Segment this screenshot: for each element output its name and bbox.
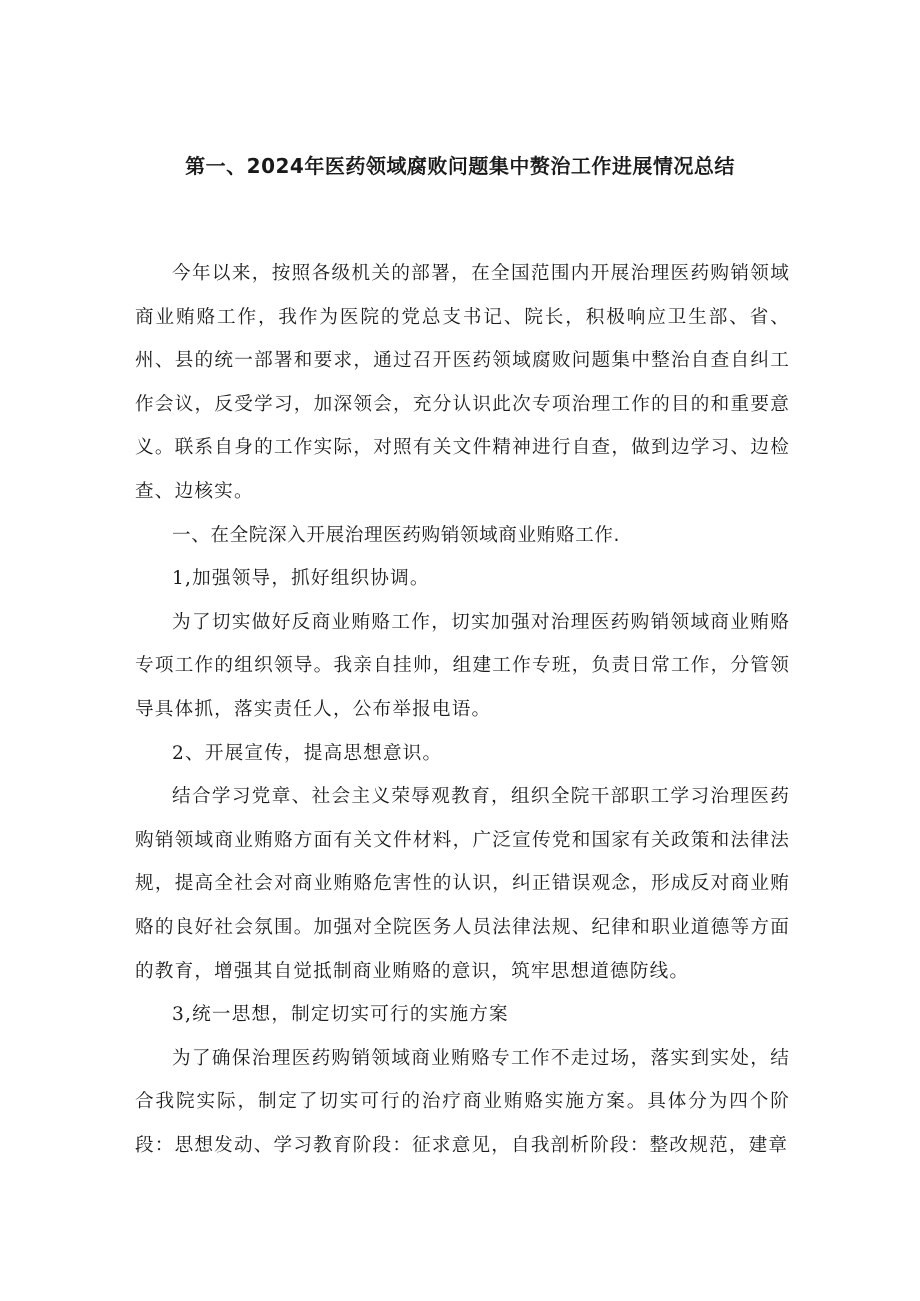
item-2-paragraph: 结合学习党章、社会主义荣辱观教育，组织全院干部职工学习治理医药购销领域商业贿赂方面有关文件材料，广泛宣传党和国家有关政策和法律法规，提高全社会对商业贿赂危害性的认识，纠正错误观念，形成反对商业贿赂的良好社会氛围。加强对全院医务人员法律法规、纪律和职业道德等方面的教育，增强其自觉抵制商业贿赂的意识，筑牢思想道德防线。 [135, 786, 790, 982]
section-1-heading: 一、在全院深入开展治理医药购销领域商业贿赂工作. [172, 524, 620, 546]
item-3-heading: 3,统一思想，制定切实可行的实施方案 [172, 1004, 509, 1026]
item-1-heading: 1,加强领导，抓好组织协调。 [172, 568, 430, 590]
item-3-paragraph: 为了确保治理医药购销领域商业贿赂专工作不走过场，落实到实处，结合我院实际，制定了切实可行的治疗商业贿赂实施方案。具体分为四个阶段：思想发动、学习教育阶段：征求意见，自我剖析阶段：整改规范，建章 [135, 1047, 790, 1156]
document-body [135, 252, 790, 1167]
item-1-paragraph: 为了切实做好反商业贿赂工作，切实加强对治理医药购销领域商业贿赂专项工作的组织领导。我亲自挂帅，组建工作专班，负责日常工作，分管领导具体抓，落实责任人，公布举报电语。 [135, 611, 790, 720]
item-2-heading: 2、开展宣传，提高思想意识。 [172, 742, 443, 764]
document-title: 第一、2024年医药领域腐败问题集中赘治工作进展情况总结 [185, 154, 735, 178]
intro-paragraph: 今年以来，按照各级机关的部署，在全国范围内开展治理医药购销领域商业贿赂工作，我作为医院的党总支书记、院长，积极响应卫生部、省、州、县的统一部署和要求，通过召开医药领域腐败问题集中整治自查自纠工作会议，反受学习，加深领会，充分认识此次专项治理工作的目的和重要意义。联系自身的工作实际，对照有关文件精神进行自查，做到边学习、边检查、边核实。 [135, 263, 790, 502]
